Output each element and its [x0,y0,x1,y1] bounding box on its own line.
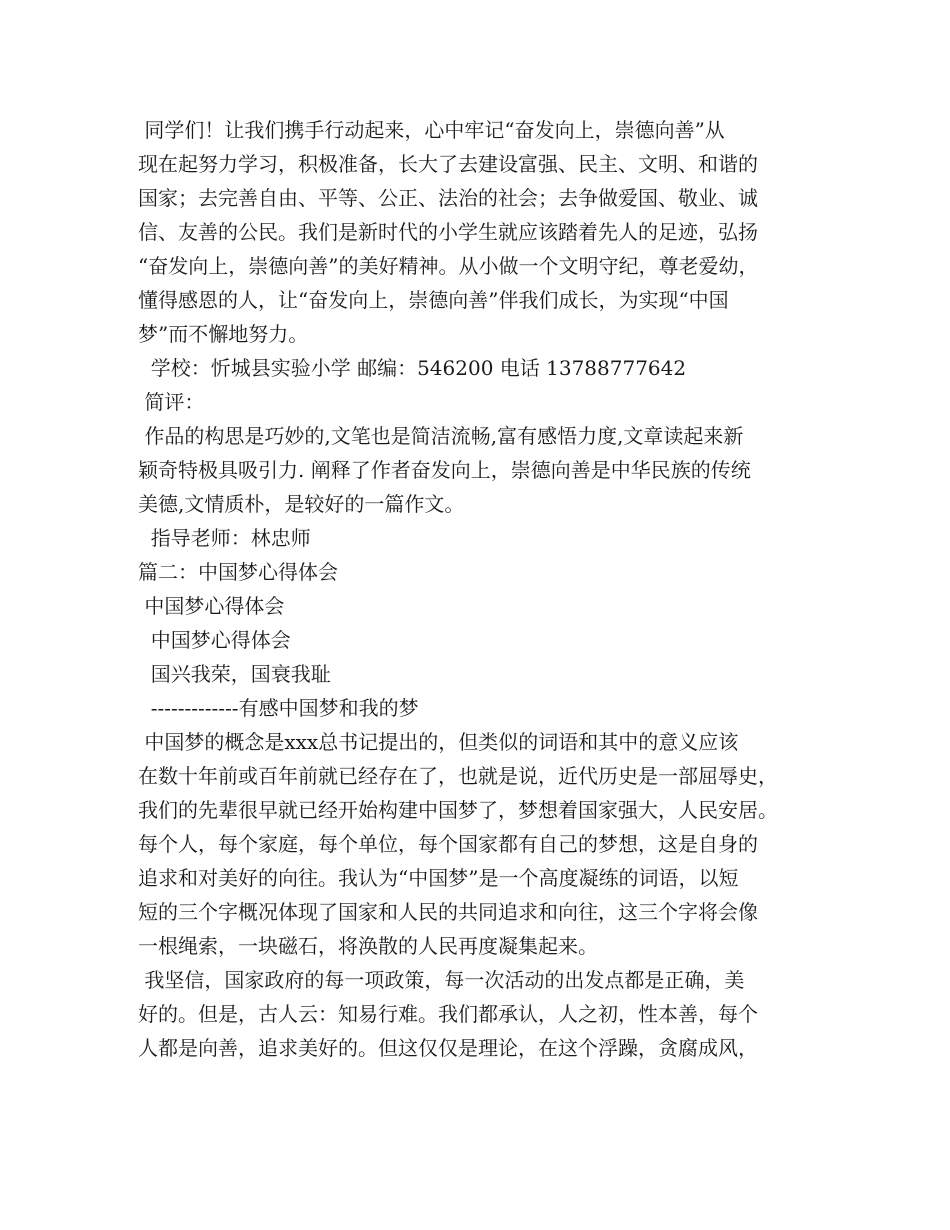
text-line: 在数十年前或百年前就已经存在了，也就是说，近代历史是一部屈辱史， [138,764,778,788]
article-motto: 国兴我荣，国衰我耻 [138,662,331,686]
text-line: “奋发向上，崇德向善”的美好精神。从小做一个文明守纪，尊老爱幼， [138,254,759,278]
text-line: 梦”而不懈地努力。 [138,322,309,346]
text-line: 颖奇特极具吸引力. 阐释了作者奋发向上，崇德向善是中华民族的传统 [138,458,751,482]
text-line: 一根绳索，一块磁石，将涣散的人民再度凝集起来。 [138,934,598,958]
text-line: 追求和对美好的向往。我认为“中国梦”是一个高度凝练的词语，以短 [138,866,739,890]
review-heading: 简评： [138,390,205,414]
text-line: 我坚信，国家政府的每一项政策，每一次活动的出发点都是正确，美 [138,968,745,992]
text-line: 懂得感恩的人，让“奋发向上，崇德向善”伴我们成长，为实现“中国 [138,288,729,312]
text-line: 国家；去完善自由、平等、公正、法治的社会；去争做爱国、敬业、诚 [138,186,758,210]
section-heading: 篇二：中国梦心得体会 [138,560,338,584]
text-line: 好的。但是，古人云：知易行难。我们都承认，人之初，性本善，每个 [138,1002,758,1026]
article-subtitle: 中国梦心得体会 [138,628,291,652]
text-line: 中国梦的概念是xxx总书记提出的，但类似的词语和其中的意义应该 [138,730,739,754]
text-line: 每个人，每个家庭，每个单位，每个国家都有自己的梦想，这是自身的 [138,832,758,856]
article-byline: -------------有感中国梦和我的梦 [138,696,419,720]
text-line: 现在起努力学习，积极准备，长大了去建设富强、民主、文明、和谐的 [138,152,758,176]
text-line: 同学们！让我们携手行动起来，心中牢记“奋发向上，崇德向善”从 [138,118,725,142]
text-line: 信、友善的公民。我们是新时代的小学生就应该踏着先人的足迹，弘扬 [138,220,758,244]
text-line: 人都是向善，追求美好的。但这仅仅是理论，在这个浮躁，贪腐成风， [138,1036,758,1060]
text-line: 我们的先辈很早就已经开始构建中国梦了，梦想着国家强大，人民安居。 [138,798,778,822]
text-line: 美德,文情质朴，是较好的一篇作文。 [138,492,465,516]
school-contact-line: 学校：忻城县实验小学 邮编：546200 电话 13788777642 [138,356,687,380]
article-title: 中国梦心得体会 [138,594,285,618]
teacher-line: 指导老师：林忠师 [138,526,311,550]
text-line: 作品的构思是巧妙的,文笔也是简洁流畅,富有感悟力度,文章读起来新 [138,424,744,448]
text-line: 短的三个字概况体现了国家和人民的共同追求和向往，这三个字将会像 [138,900,758,924]
